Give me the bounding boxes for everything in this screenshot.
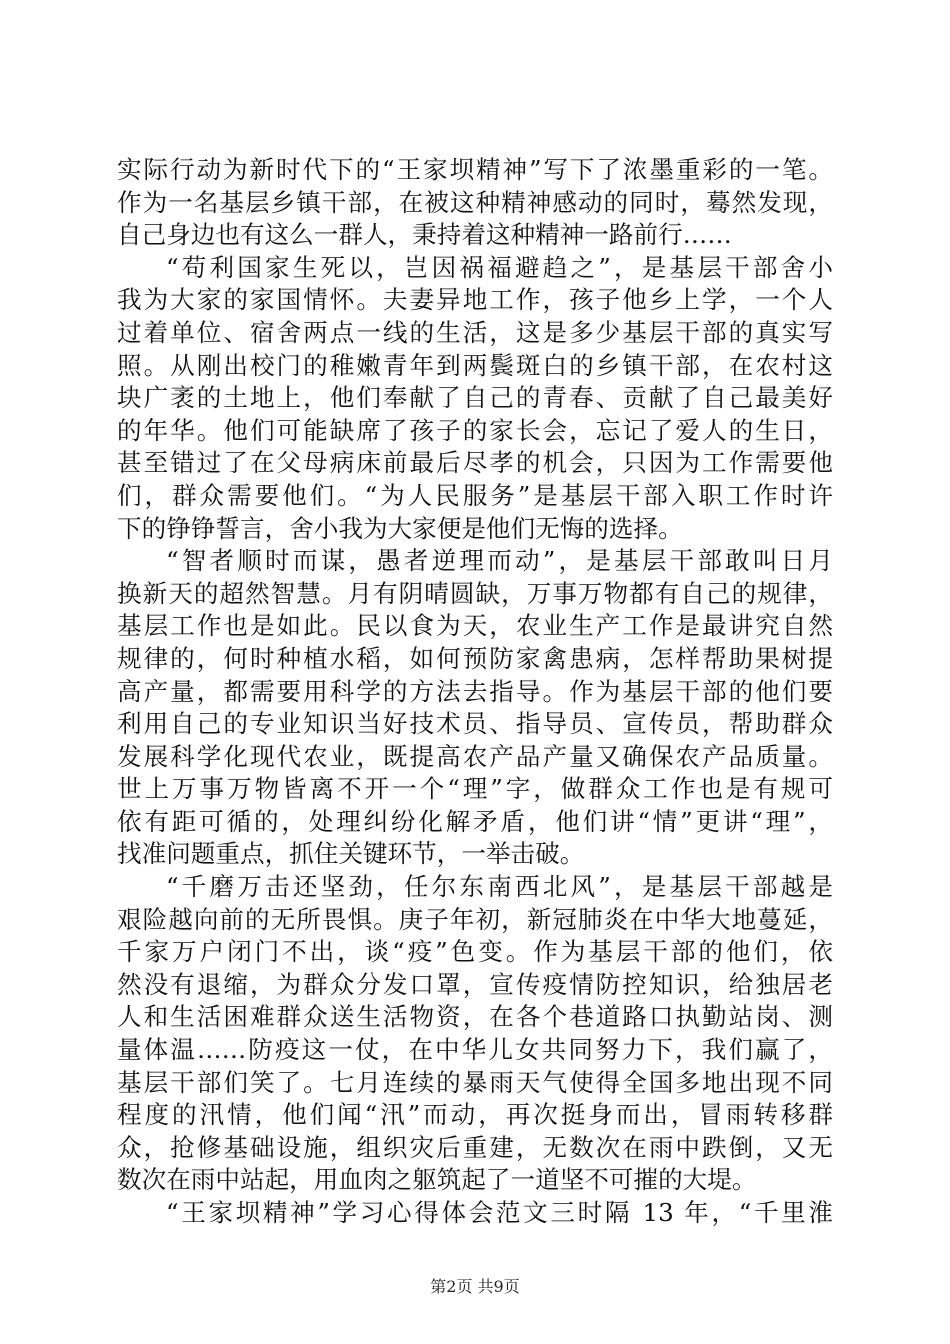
text-line: 千家万户闭门不出，谈“疫”色变。作为基层干部的他们，依 [117,937,833,967]
text-line: 实际行动为新时代下的“王家坝精神”写下了浓墨重彩的一笔。 [117,155,833,184]
text-line: 世上万事万物皆离不开一个“理”字，做群众工作也是有规可 [117,774,833,804]
text-line: 作为一名基层乡镇干部，在被这种精神感动的同时，蓦然发现， [117,187,833,217]
page-footer [0,1277,950,1297]
text-line: 过着单位、宿舍两点一线的生活，这是多少基层干部的真实写 [117,317,833,347]
text-line: “苟利国家生死以，岂因祸福避趋之”，是基层干部舍小 [166,252,833,282]
text-line: 规律的，何时种植水稻，如何预防家禽患病，怎样帮助果树提 [117,643,833,673]
text-line: 基层干部们笑了。七月连续的暴雨天气使得全国多地出现不同 [117,1067,833,1097]
text-line: 的年华。他们可能缺席了孩子的家长会，忘记了爱人的生日， [117,415,833,445]
text-line: 然没有退缩，为群众分发口罩，宣传疫情防控知识，给独居老 [117,969,833,999]
text-line: 我为大家的家国情怀。夫妻异地工作，孩子他乡上学，一个人 [117,285,833,315]
text-line: 发展科学化现代农业，既提高农产品产量又确保农产品质量。 [117,741,833,771]
text-line: 利用自己的专业知识当好技术员、指导员、宣传员，帮助群众 [117,709,833,739]
text-line: “王家坝精神”学习心得体会范文三时隔 13 年，“千里淮 [166,1198,833,1227]
text-line: 块广袤的土地上，他们奉献了自己的青春、贡献了自己最美好 [117,383,833,413]
text-line: 人和生活困难群众送生活物资，在各个巷道路口执勤站岗、测 [117,1002,833,1032]
text-line: 找准问题重点，抓住关键环节，一举击破。 [117,839,585,869]
text-line: 艰险越向前的无所畏惧。庚子年初，新冠肺炎在中华大地蔓延， [117,904,833,934]
text-line: 程度的汛情，他们闻“汛”而动，再次挺身而出，冒雨转移群 [117,1100,833,1130]
text-line: 基层工作也是如此。民以食为天，农业生产工作是最讲究自然 [117,611,833,641]
text-line: 众，抢修基础设施，组织灾后重建，无数次在雨中跌倒，又无 [117,1132,833,1162]
text-line: 高产量，都需要用科学的方法去指导。作为基层干部的他们要 [117,676,833,706]
text-line: 自己身边也有这么一群人，秉持着这种精神一路前行…… [117,220,732,250]
text-line: 下的铮铮誓言，舍小我为大家便是他们无悔的选择。 [117,513,683,543]
text-line: 们，群众需要他们。“为人民服务”是基层干部入职工作时许 [117,480,833,510]
text-line: “智者顺时而谋，愚者逆理而动”，是基层干部敢叫日月 [166,546,833,576]
text-line: 量体温……防疫这一仗，在中华儿女共同努力下，我们赢了， [117,1035,833,1065]
text-line: 数次在雨中站起，用血肉之躯筑起了一道坚不可摧的大堤。 [117,1165,757,1195]
text-line: 依有距可循的，处理纠纷化解矛盾，他们讲“情”更讲“理”， [117,806,833,836]
text-line: 换新天的超然智慧。月有阴晴圆缺，万事万物都有自己的规律， [117,578,833,608]
text-line: “千磨万击还坚劲，任尔东南西北风”，是基层干部越是 [166,872,833,902]
text-line: 甚至错过了在父母病床前最后尽孝的机会，只因为工作需要他 [117,448,833,478]
text-line: 照。从刚出校门的稚嫩青年到两鬓斑白的乡镇干部，在农村这 [117,350,833,380]
document-body [117,154,833,1230]
page-number: 第2页 共9页 [430,1277,520,1296]
